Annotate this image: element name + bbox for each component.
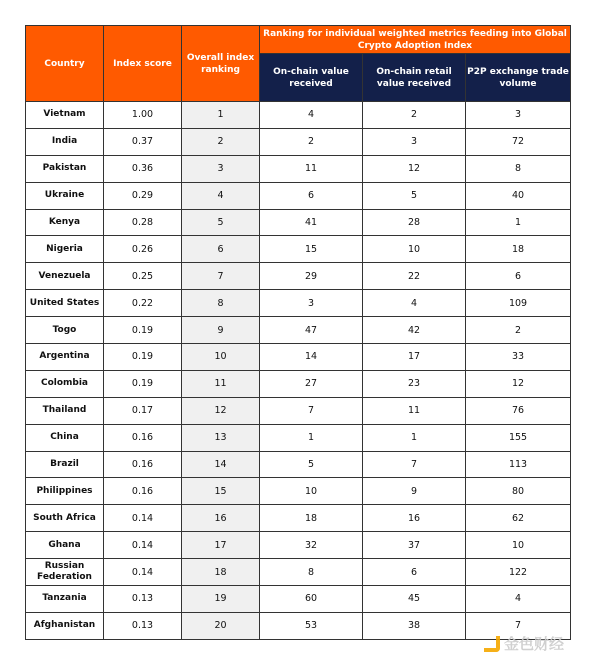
cell-country: Russian Federation xyxy=(26,559,104,586)
cell-onchain-value: 29 xyxy=(260,263,363,290)
table-row xyxy=(26,155,571,182)
cell-p2p: 155 xyxy=(466,424,571,451)
cell-onchain-retail: 2 xyxy=(363,102,466,129)
cell-index-score: 0.36 xyxy=(104,155,182,182)
cell-country: Kenya xyxy=(26,209,104,236)
cell-onchain-value: 14 xyxy=(260,344,363,371)
table-row xyxy=(26,370,571,397)
cell-onchain-retail: 9 xyxy=(363,478,466,505)
cell-onchain-value: 4 xyxy=(260,102,363,129)
cell-onchain-retail: 28 xyxy=(363,209,466,236)
cell-onchain-retail: 3 xyxy=(363,128,466,155)
cell-p2p: 113 xyxy=(466,451,571,478)
cell-p2p: 33 xyxy=(466,344,571,371)
cell-overall-ranking: 11 xyxy=(182,370,260,397)
cell-country: Venezuela xyxy=(26,263,104,290)
table-body xyxy=(26,102,571,640)
cell-country: Pakistan xyxy=(26,155,104,182)
cell-p2p: 1 xyxy=(466,209,571,236)
cell-country: China xyxy=(26,424,104,451)
table-row xyxy=(26,586,571,613)
cell-country: Argentina xyxy=(26,344,104,371)
table-row xyxy=(26,102,571,129)
cell-country: United States xyxy=(26,290,104,317)
cell-onchain-value: 2 xyxy=(260,128,363,155)
cell-onchain-retail: 37 xyxy=(363,532,466,559)
cell-overall-ranking: 3 xyxy=(182,155,260,182)
cell-overall-ranking: 17 xyxy=(182,532,260,559)
cell-index-score: 0.25 xyxy=(104,263,182,290)
cell-onchain-value: 27 xyxy=(260,370,363,397)
cell-p2p: 7 xyxy=(466,612,571,639)
cell-onchain-retail: 38 xyxy=(363,612,466,639)
cell-onchain-retail: 6 xyxy=(363,559,466,586)
header-overall-ranking: Overall index ranking xyxy=(182,26,260,102)
header-onchain-value: On-chain value received xyxy=(260,54,363,102)
cell-index-score: 0.22 xyxy=(104,290,182,317)
cell-onchain-retail: 23 xyxy=(363,370,466,397)
cell-p2p: 72 xyxy=(466,128,571,155)
cell-index-score: 0.19 xyxy=(104,370,182,397)
cell-p2p: 12 xyxy=(466,370,571,397)
cell-index-score: 0.13 xyxy=(104,612,182,639)
cell-overall-ranking: 10 xyxy=(182,344,260,371)
cell-overall-ranking: 9 xyxy=(182,317,260,344)
cell-overall-ranking: 12 xyxy=(182,397,260,424)
cell-country: Ghana xyxy=(26,532,104,559)
table-row xyxy=(26,532,571,559)
cell-overall-ranking: 7 xyxy=(182,263,260,290)
cell-p2p: 4 xyxy=(466,586,571,613)
cell-index-score: 1.00 xyxy=(104,102,182,129)
table-row xyxy=(26,290,571,317)
cell-onchain-value: 5 xyxy=(260,451,363,478)
table-row xyxy=(26,478,571,505)
cell-overall-ranking: 2 xyxy=(182,128,260,155)
cell-index-score: 0.29 xyxy=(104,182,182,209)
cell-overall-ranking: 15 xyxy=(182,478,260,505)
cell-overall-ranking: 1 xyxy=(182,102,260,129)
cell-overall-ranking: 5 xyxy=(182,209,260,236)
cell-onchain-value: 47 xyxy=(260,317,363,344)
table-row xyxy=(26,317,571,344)
cell-onchain-retail: 45 xyxy=(363,586,466,613)
cell-onchain-retail: 11 xyxy=(363,397,466,424)
cell-onchain-value: 18 xyxy=(260,505,363,532)
cell-index-score: 0.17 xyxy=(104,397,182,424)
cell-overall-ranking: 13 xyxy=(182,424,260,451)
cell-index-score: 0.19 xyxy=(104,317,182,344)
cell-onchain-retail: 5 xyxy=(363,182,466,209)
cell-onchain-retail: 10 xyxy=(363,236,466,263)
cell-onchain-retail: 4 xyxy=(363,290,466,317)
table-row xyxy=(26,451,571,478)
cell-onchain-value: 11 xyxy=(260,155,363,182)
cell-p2p: 6 xyxy=(466,263,571,290)
cell-p2p: 80 xyxy=(466,478,571,505)
header-country: Country xyxy=(26,26,104,102)
cell-index-score: 0.37 xyxy=(104,128,182,155)
cell-onchain-retail: 7 xyxy=(363,451,466,478)
cell-overall-ranking: 19 xyxy=(182,586,260,613)
cell-onchain-value: 10 xyxy=(260,478,363,505)
cell-index-score: 0.16 xyxy=(104,451,182,478)
cell-overall-ranking: 20 xyxy=(182,612,260,639)
table-row xyxy=(26,236,571,263)
cell-country: Thailand xyxy=(26,397,104,424)
header-metrics-group: Ranking for individual weighted metrics feeding into Global Crypto Adoption Index xyxy=(260,26,571,54)
cell-p2p: 109 xyxy=(466,290,571,317)
table-row xyxy=(26,344,571,371)
table-row xyxy=(26,559,571,586)
cell-p2p: 122 xyxy=(466,559,571,586)
cell-p2p: 40 xyxy=(466,182,571,209)
cell-index-score: 0.16 xyxy=(104,424,182,451)
cell-index-score: 0.14 xyxy=(104,505,182,532)
cell-p2p: 3 xyxy=(466,102,571,129)
cell-overall-ranking: 8 xyxy=(182,290,260,317)
cell-index-score: 0.14 xyxy=(104,532,182,559)
cell-index-score: 0.26 xyxy=(104,236,182,263)
cell-index-score: 0.13 xyxy=(104,586,182,613)
cell-country: India xyxy=(26,128,104,155)
cell-overall-ranking: 18 xyxy=(182,559,260,586)
cell-onchain-value: 1 xyxy=(260,424,363,451)
watermark-logo-icon xyxy=(484,636,500,652)
cell-country: Togo xyxy=(26,317,104,344)
table-row xyxy=(26,263,571,290)
cell-country: Nigeria xyxy=(26,236,104,263)
crypto-adoption-table xyxy=(25,25,571,640)
cell-onchain-value: 32 xyxy=(260,532,363,559)
header-index-score: Index score xyxy=(104,26,182,102)
header-onchain-retail: On-chain retail value received xyxy=(363,54,466,102)
cell-p2p: 10 xyxy=(466,532,571,559)
cell-onchain-retail: 42 xyxy=(363,317,466,344)
cell-country: Afghanistan xyxy=(26,612,104,639)
cell-country: Philippines xyxy=(26,478,104,505)
cell-country: Colombia xyxy=(26,370,104,397)
cell-overall-ranking: 14 xyxy=(182,451,260,478)
table-row xyxy=(26,209,571,236)
cell-index-score: 0.14 xyxy=(104,559,182,586)
cell-onchain-value: 53 xyxy=(260,612,363,639)
cell-onchain-retail: 17 xyxy=(363,344,466,371)
cell-index-score: 0.16 xyxy=(104,478,182,505)
cell-p2p: 76 xyxy=(466,397,571,424)
cell-country: Brazil xyxy=(26,451,104,478)
watermark-text: 金色财经 xyxy=(504,635,565,653)
cell-onchain-retail: 16 xyxy=(363,505,466,532)
cell-index-score: 0.19 xyxy=(104,344,182,371)
cell-onchain-value: 6 xyxy=(260,182,363,209)
cell-country: South Africa xyxy=(26,505,104,532)
table-row xyxy=(26,424,571,451)
watermark xyxy=(484,633,564,654)
table-row xyxy=(26,397,571,424)
cell-onchain-retail: 22 xyxy=(363,263,466,290)
cell-overall-ranking: 16 xyxy=(182,505,260,532)
cell-onchain-value: 60 xyxy=(260,586,363,613)
cell-overall-ranking: 6 xyxy=(182,236,260,263)
cell-index-score: 0.28 xyxy=(104,209,182,236)
header-p2p: P2P exchange trade volume xyxy=(466,54,571,102)
cell-country: Tanzania xyxy=(26,586,104,613)
table-row xyxy=(26,182,571,209)
cell-p2p: 18 xyxy=(466,236,571,263)
table-row xyxy=(26,505,571,532)
cell-country: Vietnam xyxy=(26,102,104,129)
cell-onchain-value: 41 xyxy=(260,209,363,236)
cell-p2p: 2 xyxy=(466,317,571,344)
cell-country: Ukraine xyxy=(26,182,104,209)
cell-onchain-value: 8 xyxy=(260,559,363,586)
cell-onchain-retail: 12 xyxy=(363,155,466,182)
cell-p2p: 62 xyxy=(466,505,571,532)
cell-onchain-retail: 1 xyxy=(363,424,466,451)
cell-onchain-value: 3 xyxy=(260,290,363,317)
table-row xyxy=(26,128,571,155)
cell-p2p: 8 xyxy=(466,155,571,182)
cell-onchain-value: 7 xyxy=(260,397,363,424)
cell-onchain-value: 15 xyxy=(260,236,363,263)
cell-overall-ranking: 4 xyxy=(182,182,260,209)
